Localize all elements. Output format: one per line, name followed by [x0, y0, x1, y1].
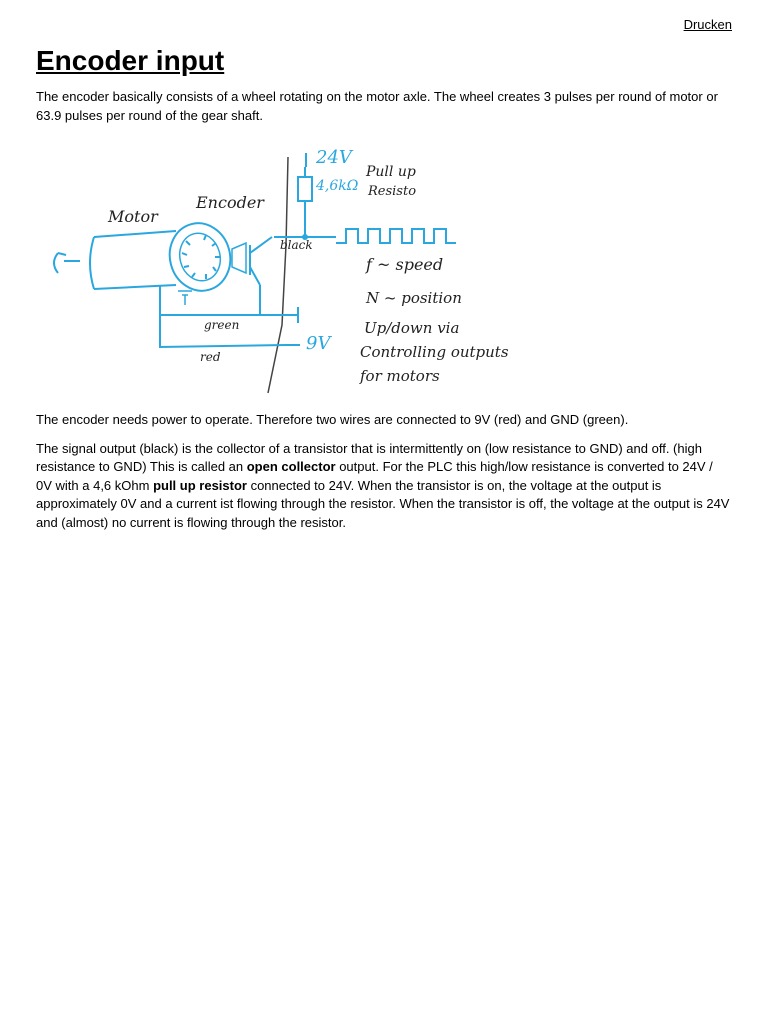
- signal-text-2: output. For the PLC this high/low resistance is converted to 24V / 0V with a 4,6 kOhm: [36, 459, 713, 493]
- label-black-wire: black: [280, 238, 313, 252]
- signal-text-1: The signal output (black) is the collector of a transistor that is intermittently on (low resistance to GND) and off. (high resistance to GND) This is called an: [36, 440, 702, 474]
- label-24v: 24V: [316, 147, 352, 168]
- label-motor: Motor: [108, 207, 158, 226]
- note-for-motors: for motors: [360, 367, 440, 385]
- term-pull-up-resistor: pull up resistor: [153, 477, 247, 493]
- note-count-position: N ~ position: [366, 289, 462, 307]
- note-up-down: Up/down via: [364, 319, 460, 337]
- signal-text-3: connected to 24V. When the transistor is on, the voltage at the output is approximately 0V and a current ist flowing through the resistor. When the transistor is off, the voltage at the output is 24V and (almost) no current is flowing through the resistor.: [36, 477, 730, 530]
- label-encoder: Encoder: [196, 193, 264, 212]
- intro-paragraph: The encoder basically consists of a wheel rotating on the motor axle. The wheel creates 3 pulses per round of motor or 63.9 pulses per round of the gear shaft.: [36, 89, 718, 123]
- note-frequency-speed: f ~ speed: [366, 255, 444, 274]
- label-9v: 9V: [306, 333, 331, 354]
- term-open-collector: open collector: [246, 459, 336, 474]
- label-red-wire: red: [200, 350, 221, 364]
- label-green-wire: green: [204, 318, 240, 332]
- note-controlling-outputs: Controlling outputs: [360, 343, 509, 361]
- page-title: Encoder input: [36, 45, 225, 76]
- power-paragraph: The encoder needs power to operate. Therefore two wires are connected to 9V (red) and GND (green).: [36, 412, 629, 427]
- print-link[interactable]: Drucken: [683, 17, 732, 32]
- signal-paragraph: [36, 440, 732, 533]
- label-pull-up: Pull up: [366, 164, 416, 180]
- label-resistor-value: 4,6kΩ: [316, 178, 359, 194]
- encoder-circuit-sketch: [36, 145, 732, 397]
- main-content: [36, 42, 732, 532]
- label-resistor: Resisto: [368, 184, 417, 199]
